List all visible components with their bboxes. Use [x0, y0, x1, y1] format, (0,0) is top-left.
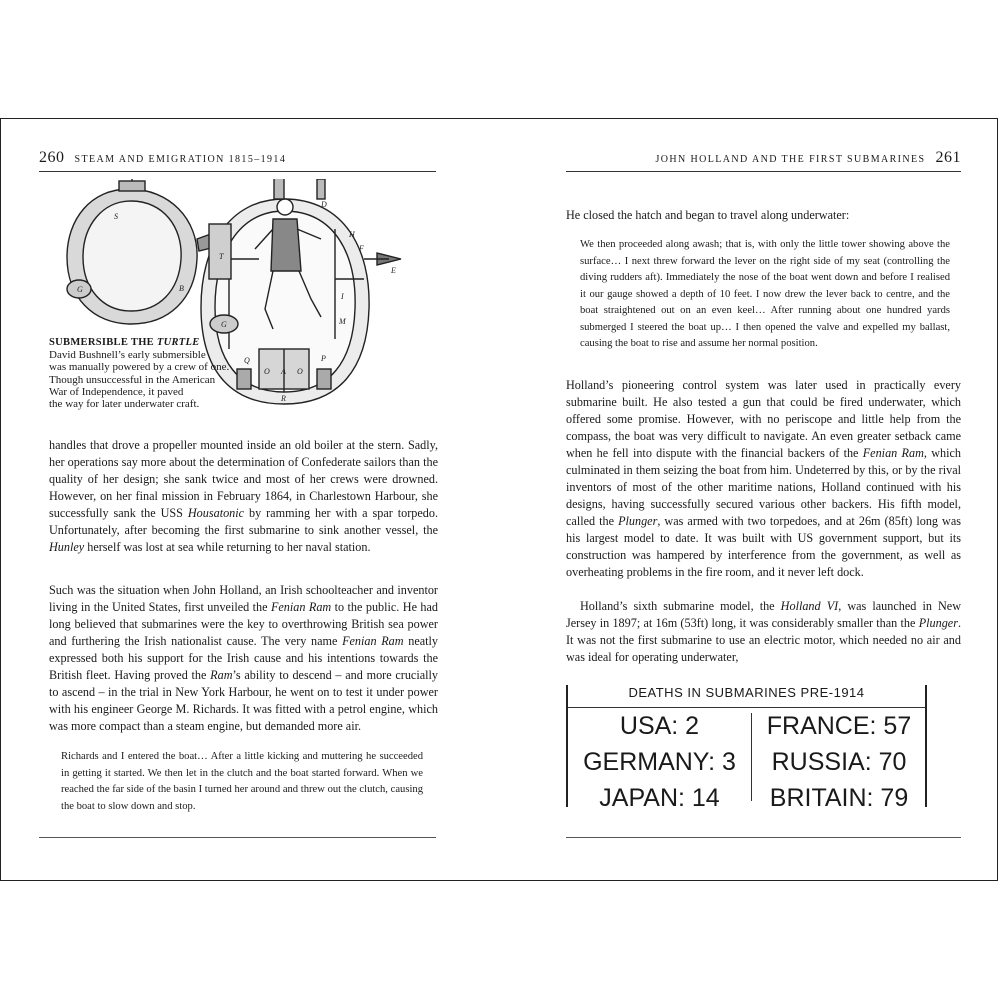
figure-label-p: P	[321, 354, 326, 363]
figure-label-e: E	[391, 266, 396, 275]
caption-title: SUBMERSIBLE THE TURTLE	[49, 337, 200, 348]
deaths-stats-box	[566, 685, 927, 812]
figure-label-o2: O	[297, 367, 303, 376]
page-number: 261	[935, 149, 961, 166]
book-spread	[0, 118, 998, 881]
page-number: 260	[39, 149, 65, 166]
figure-label-b: B	[179, 284, 184, 293]
figure-label-h: H	[349, 230, 355, 239]
figure-label-g2: G	[221, 320, 227, 329]
figure-label-r: R	[281, 394, 286, 403]
caption-line: the way for later underwater craft.	[49, 398, 200, 411]
section-title: JOHN HOLLAND AND THE FIRST SUBMARINES	[655, 154, 926, 165]
stat-japan: JAPAN: 14	[599, 784, 720, 812]
stat-russia: RUSSIA: 70	[771, 748, 907, 776]
caption-line: Though unsuccessful in the American	[49, 373, 216, 386]
figure-label-g: G	[77, 285, 83, 294]
figure-label-o: O	[264, 367, 270, 376]
illustration-caption	[49, 337, 249, 410]
body-paragraph: Such was the situation when John Holland, an Irish schoolteacher and inventor living in the United States, first unveiled the Fenian Ram to the public. He had long believed that submarines were the key to overthrowing British sea power and furthering the Irish nationalist cause. The very name Fenian Ram neatly expressed both his support for the Irish cause and his intentions towards the British fleet. Having proved the Ram’s ability to descend – and more crucially to ascend – in the trial in New York Harbour, he went on to test it under power with his engineer George M. Richards. It was fitted with a petrol engine, which was more compact than a steam engine, but demanded more air.	[49, 583, 439, 733]
footer-rule	[566, 837, 961, 838]
block-quote: We then proceeded along awash; that is, with only the little tower showing above the surface… I next threw forward the lever on the right side of my seat (controlling the diving rudders aft). Immediately the nose of the boat went down and before I realised it our gauge showed a depth of 10 feet. I now drew the lever back to centre, and the boat straightened out on an even keel… After running about one hundred yards submerged I steered the boat up… I then opened the valve and expelled my ballast, causing the boat to rise and assume her normal position.	[580, 239, 950, 349]
body-paragraph: Holland’s pioneering control system was later used in practically every submarine built. He also tested a gun that could be fired underwater, which offered some promise. However, with no periscope and little help from the compass, the boat was very difficult to navigate. An even greater setback came when he fell into dispute with the financial backers of the Fenian Ram, which culminated in them seizing the boat from him. Undeterred by this, or by the rival inventors of most of the other maritime nations, Holland continued with his designs, having successfully secured various other backers. His fifth model, called the Plunger, was armed with two torpedoes, and at 26m (85ft) long was his largest model to date. It was built with US government support, but its construction was hampered by interference from the government, as well as overheating problems in the fire room, and it never left dock.	[566, 378, 961, 579]
stats-title: DEATHS IN SUBMARINES PRE-1914	[568, 685, 925, 708]
stats-divider	[751, 713, 752, 801]
figure-label-d: D	[321, 200, 327, 209]
stat-britain: BRITAIN: 79	[769, 784, 909, 812]
running-head-right	[566, 149, 961, 172]
caption-line: was manually powered by a crew of one.	[49, 361, 230, 374]
right-page	[500, 119, 999, 880]
figure-label-m: M	[339, 317, 346, 326]
figure-label-t: T	[219, 252, 224, 261]
stat-germany: GERMANY: 3	[583, 748, 736, 776]
intro-line: He closed the hatch and began to travel along underwater:	[566, 208, 850, 222]
figure-label-q: Q	[244, 356, 250, 365]
running-head-left	[39, 149, 436, 172]
body-paragraph: handles that drove a propeller mounted inside an old boiler at the stern. Sadly, her operations say more about the determination of Confederate sailors than the quality of her design; she sank twice and most of her crews were drowned. However, on her final mission in February 1864, in Charlestown Harbour, she successfully sank the USS Housatonic by ramming her with a spar torpedo. Unfortunately, after becoming the first submarine to sink another vessel, the Hunley herself was lost at sea while returning to her naval station.	[49, 438, 438, 554]
stat-france: FRANCE: 57	[766, 712, 912, 740]
figure-label-a: A	[281, 367, 286, 376]
footer-rule	[39, 837, 436, 838]
block-quote: Richards and I entered the boat… After a little kicking and muttering he succeeded in getting it started. We then let in the clutch and the boat started forward. When we reached the far side of the basin I turned her around and threw out the clutch, causing the boat to slow down and stop.	[61, 751, 423, 812]
left-page	[1, 119, 500, 880]
figure-label-f: F	[359, 244, 364, 253]
figure-label-i: I	[341, 292, 344, 301]
figure-label-s: S	[114, 212, 118, 221]
body-paragraph: Holland’s sixth submarine model, the Holland VI, was launched in New Jersey in 1897; at 16m (53ft) long, it was considerably smaller than the Plunger. It was not the first submarine to use an electric motor, which needed no air and was ideal for operating underwater,	[566, 599, 962, 664]
stat-usa: USA: 2	[619, 712, 700, 740]
caption-line: David Bushnell’s early submersible	[49, 349, 206, 362]
caption-line: War of Independence, it paved	[49, 385, 184, 398]
chapter-title: STEAM AND EMIGRATION 1815–1914	[74, 154, 287, 165]
